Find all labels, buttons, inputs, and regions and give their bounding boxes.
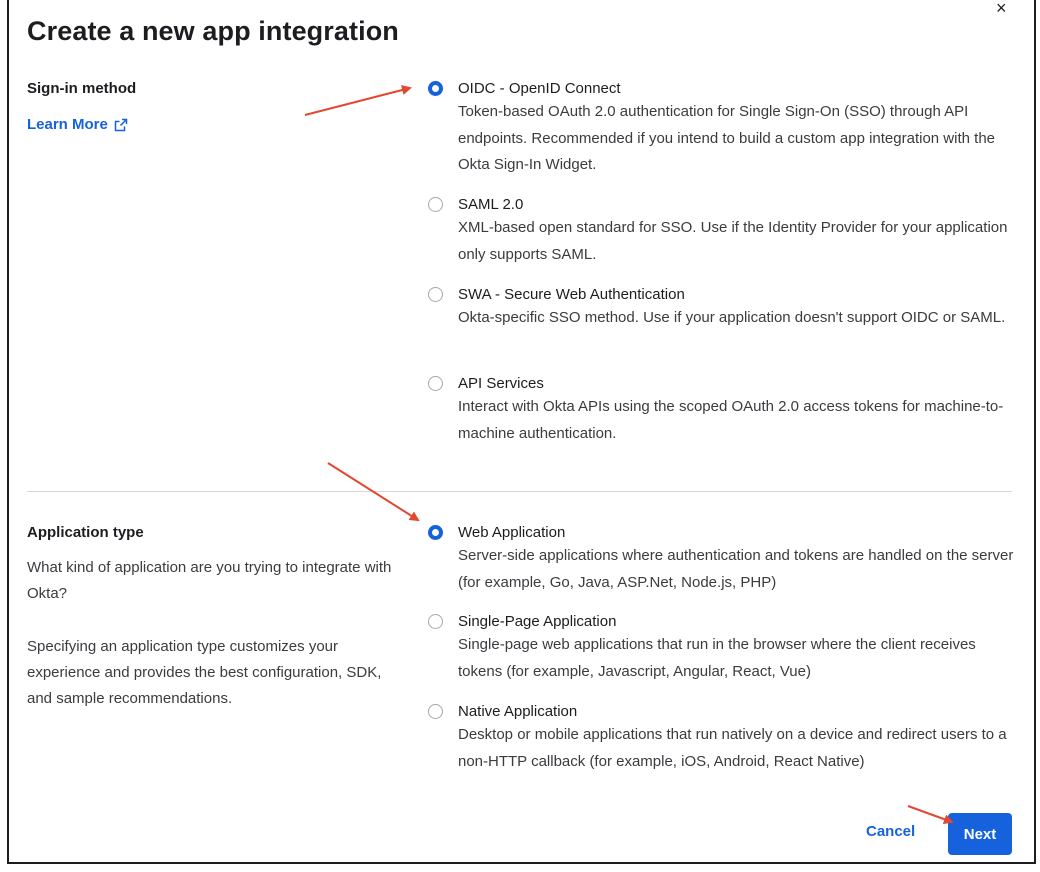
option-description: Okta-specific SSO method. Use if your application doesn't support OIDC or SAML.: [458, 309, 1006, 326]
option-description: XML-based open standard for SSO. Use if the Identity Provider for your application only supports SAML.: [458, 219, 1008, 263]
sign-in-method-label: Sign-in method: [27, 80, 137, 97]
application-type-label: Application type: [27, 524, 144, 541]
close-icon[interactable]: ×: [996, 0, 1007, 18]
sign-in-option-saml[interactable]: [428, 196, 1018, 268]
option-title: Web Application: [458, 524, 566, 541]
option-description: Interact with Okta APIs using the scoped OAuth 2.0 access tokens for machine-to-machine authentication.: [458, 398, 1004, 442]
app-type-option-web[interactable]: [428, 524, 1018, 596]
option-title: SWA - Secure Web Authentication: [458, 286, 685, 303]
saml-radio[interactable]: [428, 197, 443, 212]
external-link-icon: [114, 118, 128, 132]
single-page-application-radio[interactable]: [428, 614, 443, 629]
sign-in-option-swa[interactable]: [428, 286, 1018, 358]
application-type-explainer: Specifying an application type customizes your experience and provides the best configuration, SDK, and sample recommendations.: [27, 638, 382, 707]
api-services-radio[interactable]: [428, 376, 443, 391]
option-title: API Services: [458, 375, 544, 392]
option-description: Single-page web applications that run in the browser where the client receives tokens (for example, Javascript, Angular, React, Vue): [458, 636, 976, 680]
app-type-option-spa[interactable]: [428, 613, 1018, 685]
option-title: OIDC - OpenID Connect: [458, 80, 621, 97]
application-type-help: What kind of application are you trying to integrate with Okta?: [27, 559, 392, 602]
sign-in-option-api-services[interactable]: [428, 375, 1018, 447]
native-application-radio[interactable]: [428, 704, 443, 719]
swa-radio[interactable]: [428, 287, 443, 302]
cancel-button[interactable]: Cancel: [866, 823, 916, 840]
oidc-radio[interactable]: [428, 81, 443, 96]
option-title: Native Application: [458, 703, 578, 720]
option-title: SAML 2.0: [458, 196, 524, 213]
section-divider: [27, 491, 1012, 492]
learn-more-label: Learn More: [27, 116, 108, 133]
option-description: Server-side applications where authentication and tokens are handled on the server (for example, Go, Java, ASP.Net, Node.js, PHP): [458, 547, 1014, 591]
option-description: Token-based OAuth 2.0 authentication for Single Sign-On (SSO) through API endpoints. Recommended if you intend to build a custom app integration with the Okta Sign-In Widget.: [458, 103, 995, 173]
sign-in-option-oidc[interactable]: [428, 80, 1018, 180]
dialog-title: Create a new app integration: [27, 16, 399, 46]
option-description: Desktop or mobile applications that run natively on a device and redirect users to a non-HTTP callback (for example, iOS, Android, React Native): [458, 726, 1007, 770]
next-button[interactable]: Next: [948, 813, 1012, 855]
web-application-radio[interactable]: [428, 525, 443, 540]
option-title: Single-Page Application: [458, 613, 617, 630]
app-type-option-native[interactable]: [428, 703, 1018, 775]
learn-more-link[interactable]: [27, 116, 128, 133]
